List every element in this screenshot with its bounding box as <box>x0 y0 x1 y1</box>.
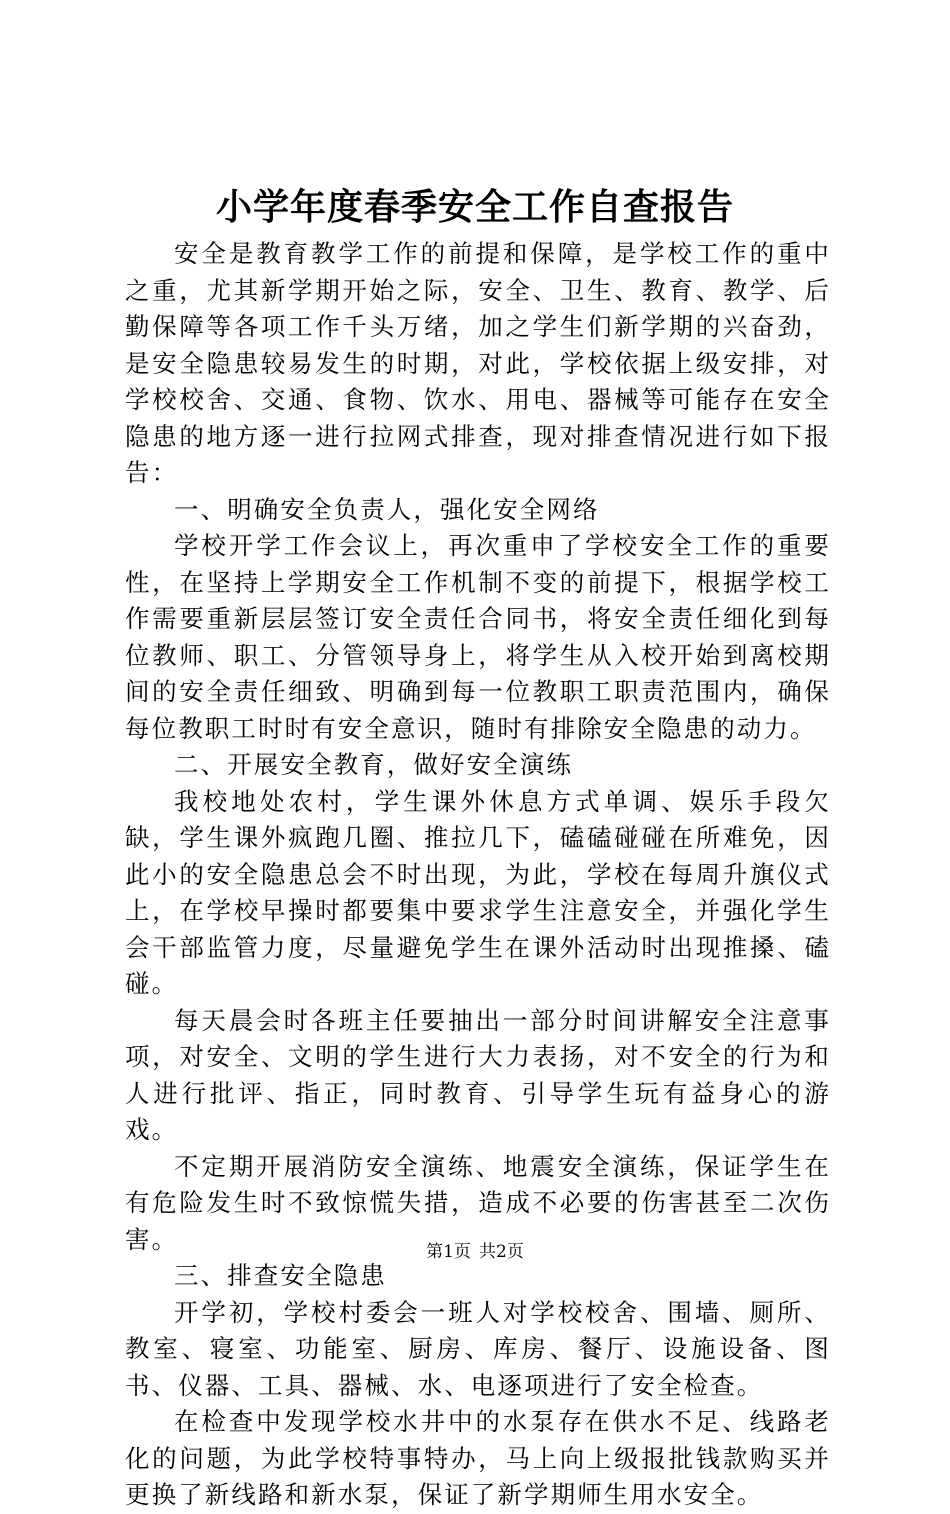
document-body <box>125 236 831 1514</box>
section-heading-2: 二、开展安全教育，做好安全演练 <box>174 750 573 779</box>
page-footer <box>0 1240 950 1264</box>
section-heading-3: 三、排查安全隐患 <box>174 1261 387 1290</box>
page-number-current: 第1页 <box>426 1242 471 1262</box>
section-2-paragraph-1: 我校地处农村，学生课外休息方式单调、娱乐手段欠缺，学生课外疯跑几圈、推拉几下，磕磕碰碰在所难免，因此小的安全隐患总会不时出现，为此，学校在每周升旗仪式上，在学校早操时都要集中要求学生注意安全，并强化学生会干部监管力度，尽量避免学生在课外活动时出现推搡、磕碰。 <box>125 786 831 998</box>
section-3-paragraph-1: 开学初，学校村委会一班人对学校校舍、围墙、厕所、教室、寝室、功能室、厨房、库房、餐厅、设施设备、图书、仪器、工具、器械、水、电逐项进行了安全检查。 <box>125 1297 831 1400</box>
document-title: 小学年度春季安全工作自查报告 <box>215 186 734 228</box>
section-2-paragraph-2: 每天晨会时各班主任要抽出一部分时间讲解安全注意事项，对安全、文明的学生进行大力表扬，对不安全的行为和人进行批评、指正，同时教育、引导学生玩有益身心的游戏。 <box>125 1005 831 1144</box>
section-2-paragraph-3: 不定期开展消防安全演练、地震安全演练，保证学生在有危险发生时不致惊慌失措，造成不必要的伤害甚至二次伤害。 <box>125 1151 831 1254</box>
section-heading-1: 一、明确安全负责人，强化安全网络 <box>174 494 600 524</box>
section-3-paragraph-2: 在检查中发现学校水井中的水泵存在供水不足、线路老化的问题，为此学校特事特办，马上向上级报批钱款购买并更换了新线路和新水泵，保证了新学期师生用水安全。 <box>125 1407 831 1509</box>
intro-paragraph: 安全是教育教学工作的前提和保障，是学校工作的重中之重，尤其新学期开始之际，安全、卫生、教育、教学、后勤保障等各项工作千头万绪，加之学生们新学期的兴奋劲，是安全隐患较易发生的时期，对此，学校依据上级安排，对学校校舍、交通、食物、饮水、用电、器械等可能存在安全隐患的地方逐一进行拉网式排查，现对排查情况进行如下报告： <box>125 239 831 487</box>
section-1-paragraph: 学校开学工作会议上，再次重申了学校安全工作的重要性，在坚持上学期安全工作机制不变的前提下，根据学校工作需要重新层层签订安全责任合同书，将安全责任细化到每位教师、职工、分管领导身上，将学生从入校开始到离校期间的安全责任细致、明确到每一位教职工职责范围内，确保每位教职工时时有安全意识，随时有排除安全隐患的动力。 <box>125 531 831 743</box>
page-number-total: 共2页 <box>479 1242 524 1262</box>
